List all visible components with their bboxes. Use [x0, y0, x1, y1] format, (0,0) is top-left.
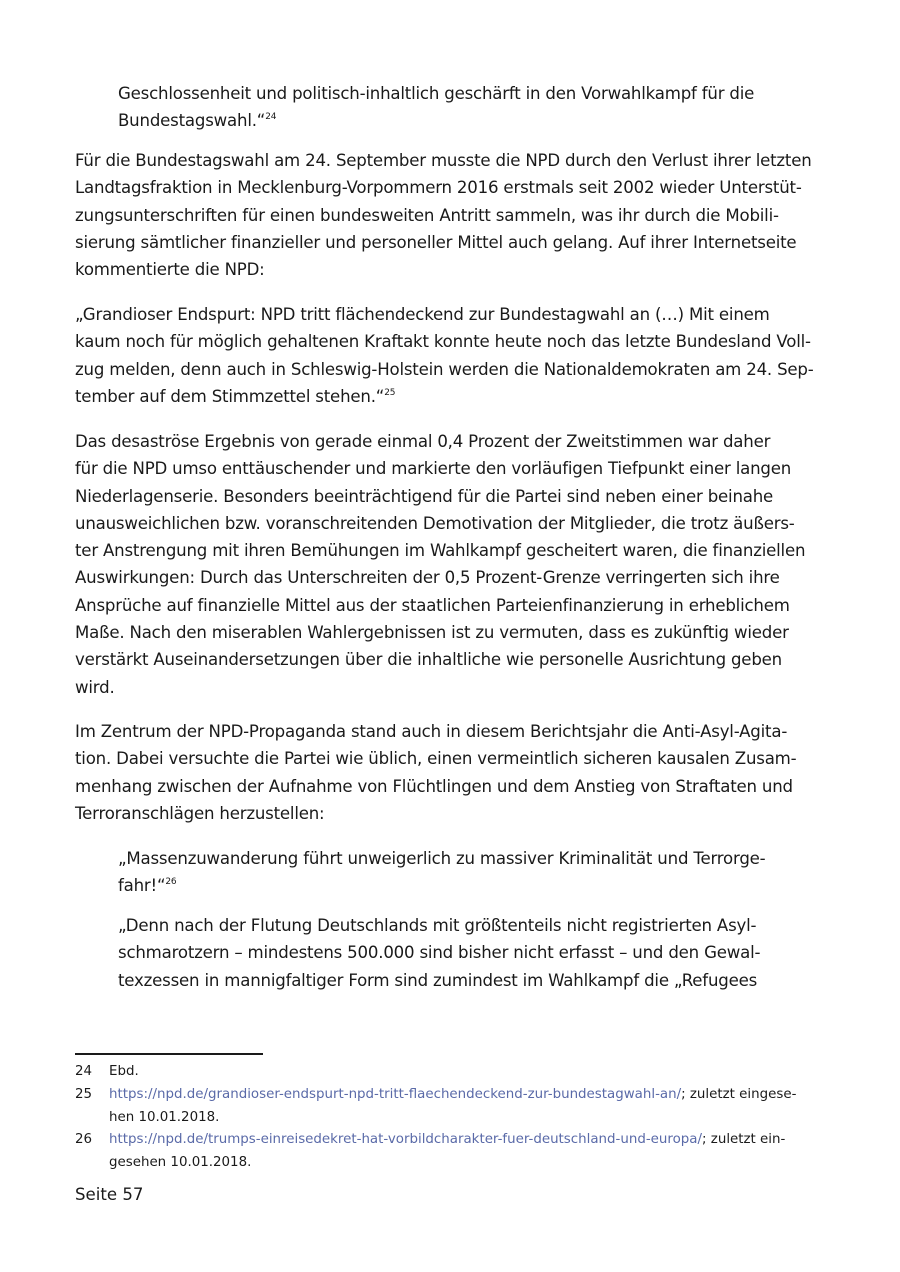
text-line: Landtagsfraktion in Mecklenburg-Vorpommern 2016 erstmals seit 2002 wieder Unterstüt-: [75, 178, 802, 198]
body-paragraph-1: [75, 147, 825, 283]
text-line: kaum noch für möglich gehaltenen Kraftakt konnte heute noch das letzte Bundesland Voll-: [75, 332, 811, 352]
text-line: „Massenzuwanderung führt unweigerlich zu massiver Kriminalität und Terrorge-: [118, 849, 766, 868]
footnote-number: 26: [75, 1132, 93, 1147]
text-line: zungsunterschriften für einen bundesweiten Antritt sammeln, was ihr durch die Mobili-: [75, 205, 779, 225]
body-paragraph-2: [75, 428, 825, 701]
footnote-25: [75, 1084, 835, 1129]
quote-paragraph-4: [118, 912, 818, 994]
text-line: texzessen in mannigfaltiger Form sind zumindest im Wahlkampf die „Refugees: [118, 970, 758, 990]
text-line: Niederlagenserie. Besonders beeinträchtigend für die Partei sind neben einer beinahe: [75, 486, 774, 506]
text-line: Ansprüche auf finanzielle Mittel aus der staatlichen Parteienfinanzierung in erheblichem: [75, 595, 790, 615]
footnote-text: ; zuletzt ein-: [702, 1132, 786, 1147]
footnote-text: hen 10.01.2018.: [109, 1109, 220, 1125]
text-line: ter Anstrengung mit ihren Bemühungen im Wahlkampf gescheitert waren, die finanziellen: [75, 541, 806, 561]
text-line: für die NPD umso enttäuschender und markierte den vorläufigen Tiefpunkt einer langen: [75, 459, 792, 479]
quote-paragraph-2: [75, 301, 825, 410]
text-line: verstärkt Auseinandersetzungen über die inhaltliche wie personelle Ausrichtung geben: [75, 650, 782, 670]
text-line: Im Zentrum der NPD-Propaganda stand auch in diesem Berichtsjahr die Anti-Asyl-Agita-: [75, 722, 788, 741]
footnote-number: 24: [75, 1064, 93, 1079]
text-line: Auswirkungen: Durch das Unterschreiten der 0,5 Prozent-Grenze verringerten sich ihre: [75, 568, 780, 588]
footnote-text: ; zuletzt eingese-: [681, 1087, 797, 1102]
text-line: Geschlossenheit und politisch-inhaltlich geschärft in den Vorwahlkampf für die: [118, 84, 755, 103]
text-line: sierung sämtlicher finanzieller und personeller Mittel auch gelang. Auf ihrer Internetseite: [75, 232, 797, 252]
footnote-26: [75, 1129, 835, 1174]
text-line: Terroranschlägen herzustellen:: [75, 803, 325, 823]
text-line: unausweichlichen bzw. voranschreitenden Demotivation der Mitglieder, die trotz äußers-: [75, 513, 795, 533]
quote-paragraph-3: [118, 845, 818, 900]
footnote-divider: [75, 1053, 263, 1055]
footnote-text: Ebd.: [109, 1064, 139, 1079]
text-line: tion. Dabei versuchte die Partei wie üblich, einen vermeintlich sicheren kausalen Zusam-: [75, 749, 797, 769]
text-line: Für die Bundestagswahl am 24. September musste die NPD durch den Verlust ihrer letzten: [75, 151, 812, 170]
footnote-text: gesehen 10.01.2018.: [109, 1154, 252, 1170]
footnote-link[interactable]: https://npd.de/trumps-einreisedekret-hat-vorbildcharakter-fuer-deutschland-und-europa/: [109, 1132, 703, 1147]
page-number: Seite 57: [75, 1185, 144, 1204]
text-line: wird.: [75, 677, 115, 697]
text-line: „Grandioser Endspurt: NPD tritt flächendeckend zur Bundestagwahl an (…) Mit einem: [75, 305, 770, 324]
text-line: Maße. Nach den miserablen Wahlergebnissen ist zu vermuten, dass es zukünftig wieder: [75, 623, 789, 643]
text-line: schmarotzern – mindestens 500.000 sind bisher nicht erfasst – und den Gewal-: [118, 943, 761, 963]
body-paragraph-3: [75, 718, 825, 827]
text-line: Bundestagswahl.“: [118, 111, 266, 131]
footnote-ref[interactable]: 25: [384, 387, 396, 398]
text-line: zug melden, denn auch in Schleswig-Holstein werden die Nationaldemokraten am 24. Sep-: [75, 359, 814, 379]
quote-paragraph-1: [118, 80, 818, 135]
text-line: Das desaströse Ergebnis von gerade einmal 0,4 Prozent der Zweitstimmen war daher: [75, 432, 771, 451]
text-line: tember auf dem Stimmzettel stehen.“: [75, 386, 385, 406]
footnote-link[interactable]: https://npd.de/grandioser-endspurt-npd-tritt-flaechendeckend-zur-bundestagwahl-an/: [109, 1087, 682, 1102]
text-line: „Denn nach der Flutung Deutschlands mit größtenteils nicht registrierten Asyl-: [118, 916, 757, 935]
footnote-ref[interactable]: 26: [165, 877, 177, 888]
footnote-ref[interactable]: 24: [265, 112, 277, 123]
text-line: fahr!“: [118, 876, 166, 896]
footnote-number: 25: [75, 1087, 93, 1102]
text-line: kommentierte die NPD:: [75, 260, 265, 280]
text-line: menhang zwischen der Aufnahme von Flüchtlingen und dem Anstieg von Straftaten und: [75, 776, 793, 796]
